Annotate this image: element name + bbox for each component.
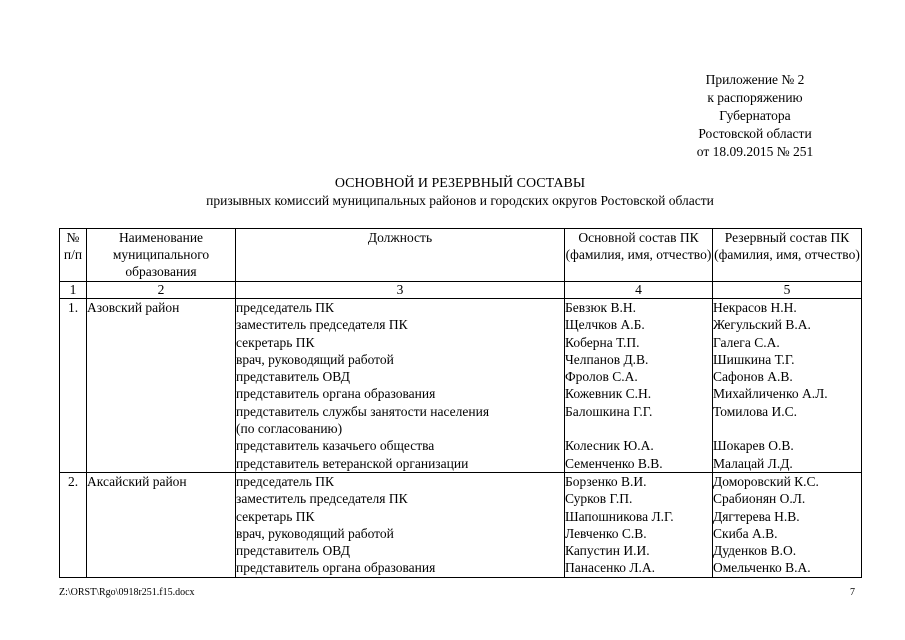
position: представитель ОВД	[236, 369, 350, 385]
table-body	[60, 299, 862, 578]
reserve-member: Скиба А.В.	[713, 525, 778, 541]
main-member: Семенченко В.В.	[565, 455, 663, 471]
table-row	[60, 299, 862, 473]
main-member: Бевзюк В.Н.	[565, 300, 636, 315]
reserve-member: Омельченко В.А.	[713, 560, 811, 576]
main-member-cell	[565, 299, 713, 473]
commission-table	[59, 228, 862, 578]
position: представитель службы занятости населения	[236, 403, 490, 419]
main-member: Кожевник С.Н.	[565, 386, 652, 402]
position: врач, руководящий работой	[236, 351, 394, 367]
municipality-name: Аксайский район	[87, 473, 187, 489]
column-number: 1	[60, 282, 87, 299]
header-no: № п/п	[60, 229, 87, 282]
column-number: 3	[236, 282, 565, 299]
position: заместитель председателя ПК	[236, 317, 408, 333]
column-number-row	[60, 282, 862, 299]
main-member: Коберна Т.П.	[565, 334, 640, 350]
reserve-member: Некрасов Н.Н.	[713, 300, 797, 315]
position: (по согласованию)	[236, 421, 343, 437]
position: секретарь ПК	[236, 334, 315, 350]
reserve-member: Дуденков В.О.	[713, 543, 797, 559]
position: представитель ветеранской организации	[236, 455, 469, 471]
position-cell	[236, 299, 565, 473]
reserve-member: Дягтерева Н.В.	[713, 508, 800, 524]
reserve-member: Галега С.А.	[713, 334, 780, 350]
table-row	[60, 472, 862, 577]
row-number	[60, 472, 87, 577]
main-member: Сурков Г.П.	[565, 491, 633, 507]
annex-line: Ростовской области	[698, 126, 812, 141]
reserve-member: Доморовский К.С.	[713, 473, 819, 489]
header-reserve: Резервный состав ПК (фамилия, имя, отчество)	[713, 229, 862, 282]
annex-line: Губернатора	[719, 108, 791, 123]
main-member: Балошкина Г.Г.	[565, 403, 653, 419]
reserve-member-cell	[713, 299, 862, 473]
row-number	[60, 299, 87, 473]
reserve-member	[713, 420, 861, 437]
main-member: Капустин И.И.	[565, 543, 650, 559]
reserve-member: Жегульский В.А.	[713, 317, 811, 333]
title-sub: призывных комиссий муниципальных районов и городских округов Ростовской области	[206, 193, 714, 208]
reserve-member: Шишкина Т.Г.	[713, 351, 795, 367]
municipality-name: Азовский район	[87, 300, 180, 315]
title-main: ОСНОВНОЙ И РЕЗЕРВНЫЙ СОСТАВЫ	[334, 176, 586, 191]
column-number: 4	[565, 282, 713, 299]
reserve-member: Срабионян О.Л.	[713, 491, 806, 507]
position: представитель органа образования	[236, 386, 436, 402]
column-number: 5	[713, 282, 862, 299]
main-member: Панасенко Л.А.	[565, 560, 655, 576]
annex-block	[650, 71, 860, 161]
municipality-cell	[87, 472, 236, 577]
main-member: Челпанов Д.В.	[565, 351, 649, 367]
position: секретарь ПК	[236, 508, 315, 524]
position: врач, руководящий работой	[236, 525, 394, 541]
position: представитель органа образования	[236, 560, 436, 576]
position-cell	[236, 472, 565, 577]
reserve-member: Михайличенко А.Л.	[713, 386, 828, 402]
page-number: 7	[850, 587, 855, 598]
annex-line: к распоряжению	[707, 90, 803, 105]
reserve-member: Сафонов А.В.	[713, 369, 793, 385]
table-header-row	[60, 229, 862, 282]
main-member: Колесник Ю.А.	[565, 438, 654, 454]
annex-line: Приложение № 2	[705, 72, 805, 87]
main-member: Щелчков А.Б.	[565, 317, 645, 333]
position: председатель ПК	[236, 473, 335, 489]
row-number-text: 1.	[67, 300, 79, 315]
position: председатель ПК	[236, 300, 335, 315]
reserve-member: Шокарев О.В.	[713, 438, 794, 454]
reserve-member: Малацай Л.Д.	[713, 455, 793, 471]
main-member-cell	[565, 472, 713, 577]
position: представитель ОВД	[236, 543, 350, 559]
position: представитель казачьего общества	[236, 438, 435, 454]
header-position: Должность	[236, 229, 565, 282]
footer-file-path: Z:\ORST\Rgo\0918r251.f15.docx	[59, 587, 195, 598]
reserve-member: Томилова И.С.	[713, 403, 798, 419]
document-title	[60, 175, 860, 209]
row-number-text: 2.	[67, 473, 79, 489]
position: заместитель председателя ПК	[236, 491, 408, 507]
municipality-cell	[87, 299, 236, 473]
main-member: Левченко С.В.	[565, 525, 647, 541]
main-member: Шапошникова Л.Г.	[565, 508, 674, 524]
annex-line: от 18.09.2015 № 251	[696, 144, 814, 159]
main-member	[565, 420, 712, 437]
header-main: Основной состав ПК (фамилия, имя, отчество)	[565, 229, 713, 282]
main-member: Фролов С.А.	[565, 369, 638, 385]
column-number: 2	[87, 282, 236, 299]
reserve-member-cell	[713, 472, 862, 577]
main-member: Борзенко В.И.	[565, 473, 647, 489]
header-mo: Наименование муниципального образования	[87, 229, 236, 282]
